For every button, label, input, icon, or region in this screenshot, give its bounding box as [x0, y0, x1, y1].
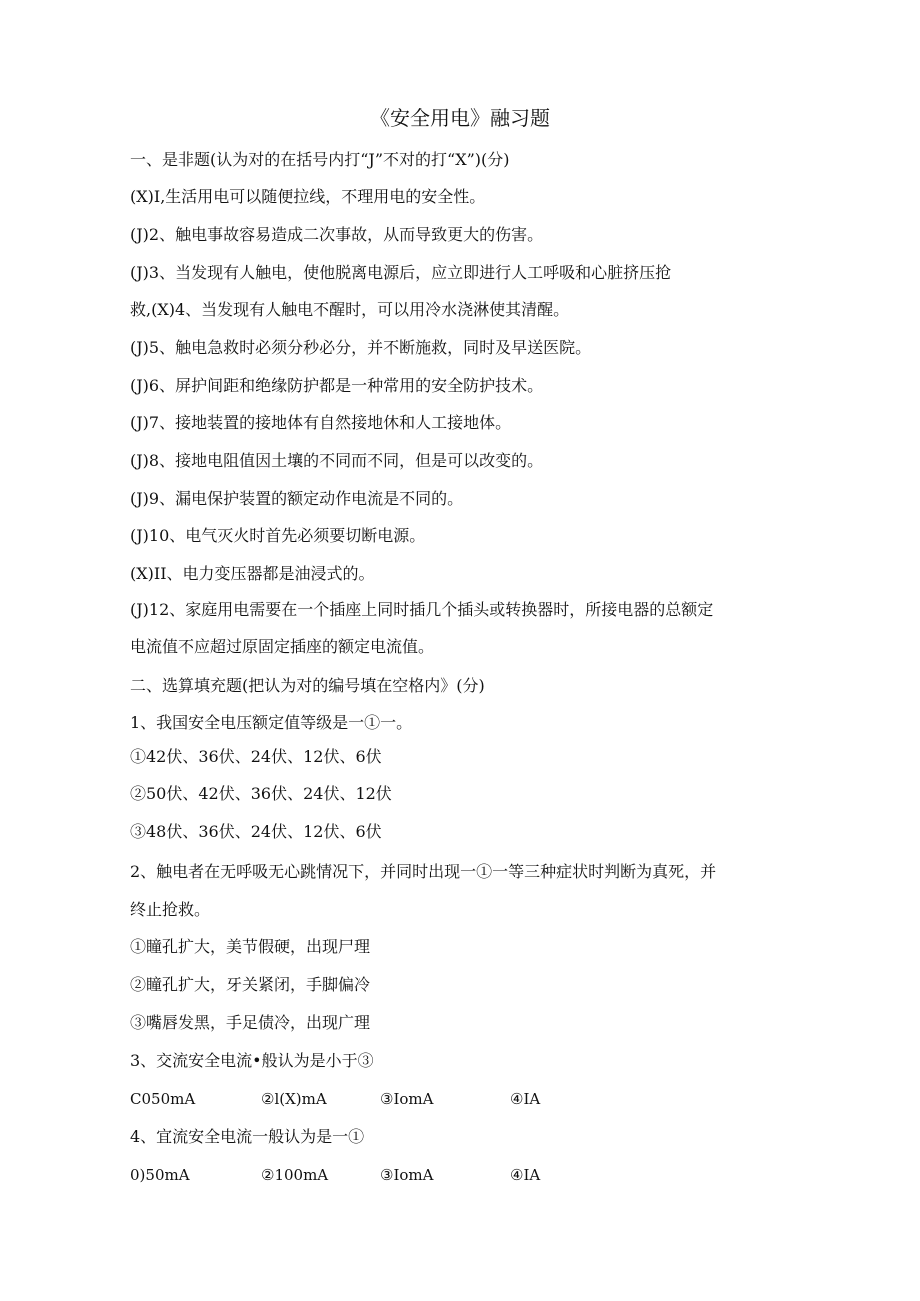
true-false-item-3: (J)3、当发现有人触电，使他脱离电源后，应立即进行人工呼吸和心脏挤压抢: [130, 263, 672, 282]
question-2: 2、触电者在无呼吸无心跳情况下，并同时出现一①一等三种症状时判断为真死，并: [130, 862, 717, 881]
question-3: 3、交流安全电流•般认为是小于③: [130, 1051, 374, 1070]
question-4-options: [130, 1163, 590, 1187]
true-false-item-12: (J)12、家庭用电需要在一个插座上同时插几个插头或转换器时，所接电器的总额定: [130, 600, 714, 619]
section-1-heading: 一、是非题(认为对的在括号内打“J”不对的打“X”)(分): [130, 150, 510, 169]
question-2-option-1: ①瞳孔扩大，美节假硬，出现尸理: [130, 937, 371, 956]
true-false-item-8: (J)8、接地电阻值因土壤的不同而不同，但是可以改变的。: [130, 451, 544, 470]
true-false-item-12-cont: 电流值不应超过原固定插座的额定电流值。: [130, 637, 435, 656]
true-false-item-3-4: 救,(X)4、当发现有人触电不醒时，可以用冷水浇淋使其清醒。: [130, 300, 570, 319]
true-false-item-6: (J)6、屏护间距和绝缘防护都是一种常用的安全防护技术。: [130, 376, 544, 395]
true-false-item-1: (X)I,生活用电可以随便拉线，不理用电的安全性。: [130, 187, 486, 206]
question-1-option-3: ③48伏、36伏、24伏、12伏、6伏: [130, 822, 382, 841]
true-false-item-7: (J)7、接地装置的接地体有自然接地休和人工接地体。: [130, 413, 512, 432]
true-false-item-5: (J)5、触电急救时必须分秒必分，并不断施救，同时及早送医院。: [130, 338, 592, 357]
question-2-option-2: ②瞳孔扩大，牙关紧闭，手脚偏冷: [130, 975, 371, 994]
question-4-option-1: 0)50mA: [130, 1166, 190, 1184]
question-4-option-3: ③IomA: [380, 1166, 434, 1184]
question-1: 1、我国安全电压额定值等级是一①一。: [130, 713, 413, 732]
question-3-option-4: ④IA: [510, 1090, 541, 1108]
question-3-options: [130, 1087, 590, 1111]
section-2-heading: 二、选算填充题(把认为对的编号填在空格内》(分): [130, 676, 485, 695]
true-false-item-10: (J)10、电气灭火时首先必须要切断电源。: [130, 526, 426, 545]
question-4-option-4: ④IA: [510, 1166, 541, 1184]
question-2-option-3: ③嘴唇发黑，手足债冷，出现广理: [130, 1013, 371, 1032]
question-1-option-2: ②50伏、42伏、36伏、24伏、12伏: [130, 784, 392, 803]
question-2-cont: 终止抢救。: [130, 900, 211, 919]
question-3-option-3: ③IomA: [380, 1090, 434, 1108]
question-3-option-2: ②l(X)mA: [261, 1090, 327, 1108]
true-false-item-9: (J)9、漏电保护装置的额定动作电流是不同的。: [130, 489, 464, 508]
question-1-option-1: ①42伏、36伏、24伏、12伏、6伏: [130, 747, 382, 766]
question-3-option-1: C050mA: [130, 1090, 196, 1108]
document-title: 《安全用电》融习题: [370, 106, 550, 130]
question-4: 4、宜流安全电流一般认为是一①: [130, 1127, 365, 1146]
true-false-item-11: (X)II、电力变压器都是油浸式的。: [130, 564, 375, 583]
true-false-item-2: (J)2、触电事故容易造成二次事故，从而导致更大的伤害。: [130, 225, 544, 244]
question-4-option-2: ②100mA: [261, 1166, 329, 1184]
